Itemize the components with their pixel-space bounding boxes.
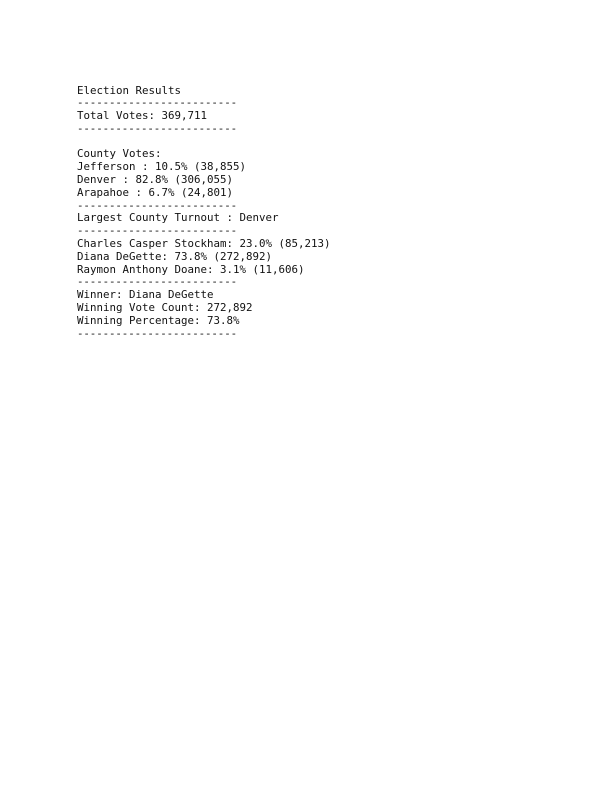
winning-percentage: Winning Percentage: 73.8%: [77, 313, 240, 327]
election-results-document: [77, 85, 331, 341]
county-row: Jefferson : 10.5% (38,855): [77, 160, 247, 174]
separator-line: -------------------------: [77, 224, 238, 238]
county-row: Arapahoe : 6.7% (24,801): [77, 185, 234, 199]
winning-vote-count: Winning Vote Count: 272,892: [77, 301, 253, 315]
county-votes-header: County Votes:: [77, 147, 162, 161]
document-title: Election Results: [77, 83, 182, 97]
candidate-row: Diana DeGette: 73.8% (272,892): [77, 249, 273, 263]
separator-line: -------------------------: [77, 326, 238, 340]
largest-county-turnout: Largest County Turnout : Denver: [77, 211, 279, 225]
winner-name: Winner: Diana DeGette: [77, 288, 214, 302]
county-row: Denver : 82.8% (306,055): [77, 173, 234, 187]
separator-line: -------------------------: [77, 275, 238, 289]
separator-line: -------------------------: [77, 198, 238, 212]
separator-line: -------------------------: [77, 96, 238, 110]
candidate-row: Raymon Anthony Doane: 3.1% (11,606): [77, 262, 305, 276]
separator-line: -------------------------: [77, 121, 238, 135]
candidate-row: Charles Casper Stockham: 23.0% (85,213): [77, 237, 331, 251]
total-votes: Total Votes: 369,711: [77, 109, 208, 123]
